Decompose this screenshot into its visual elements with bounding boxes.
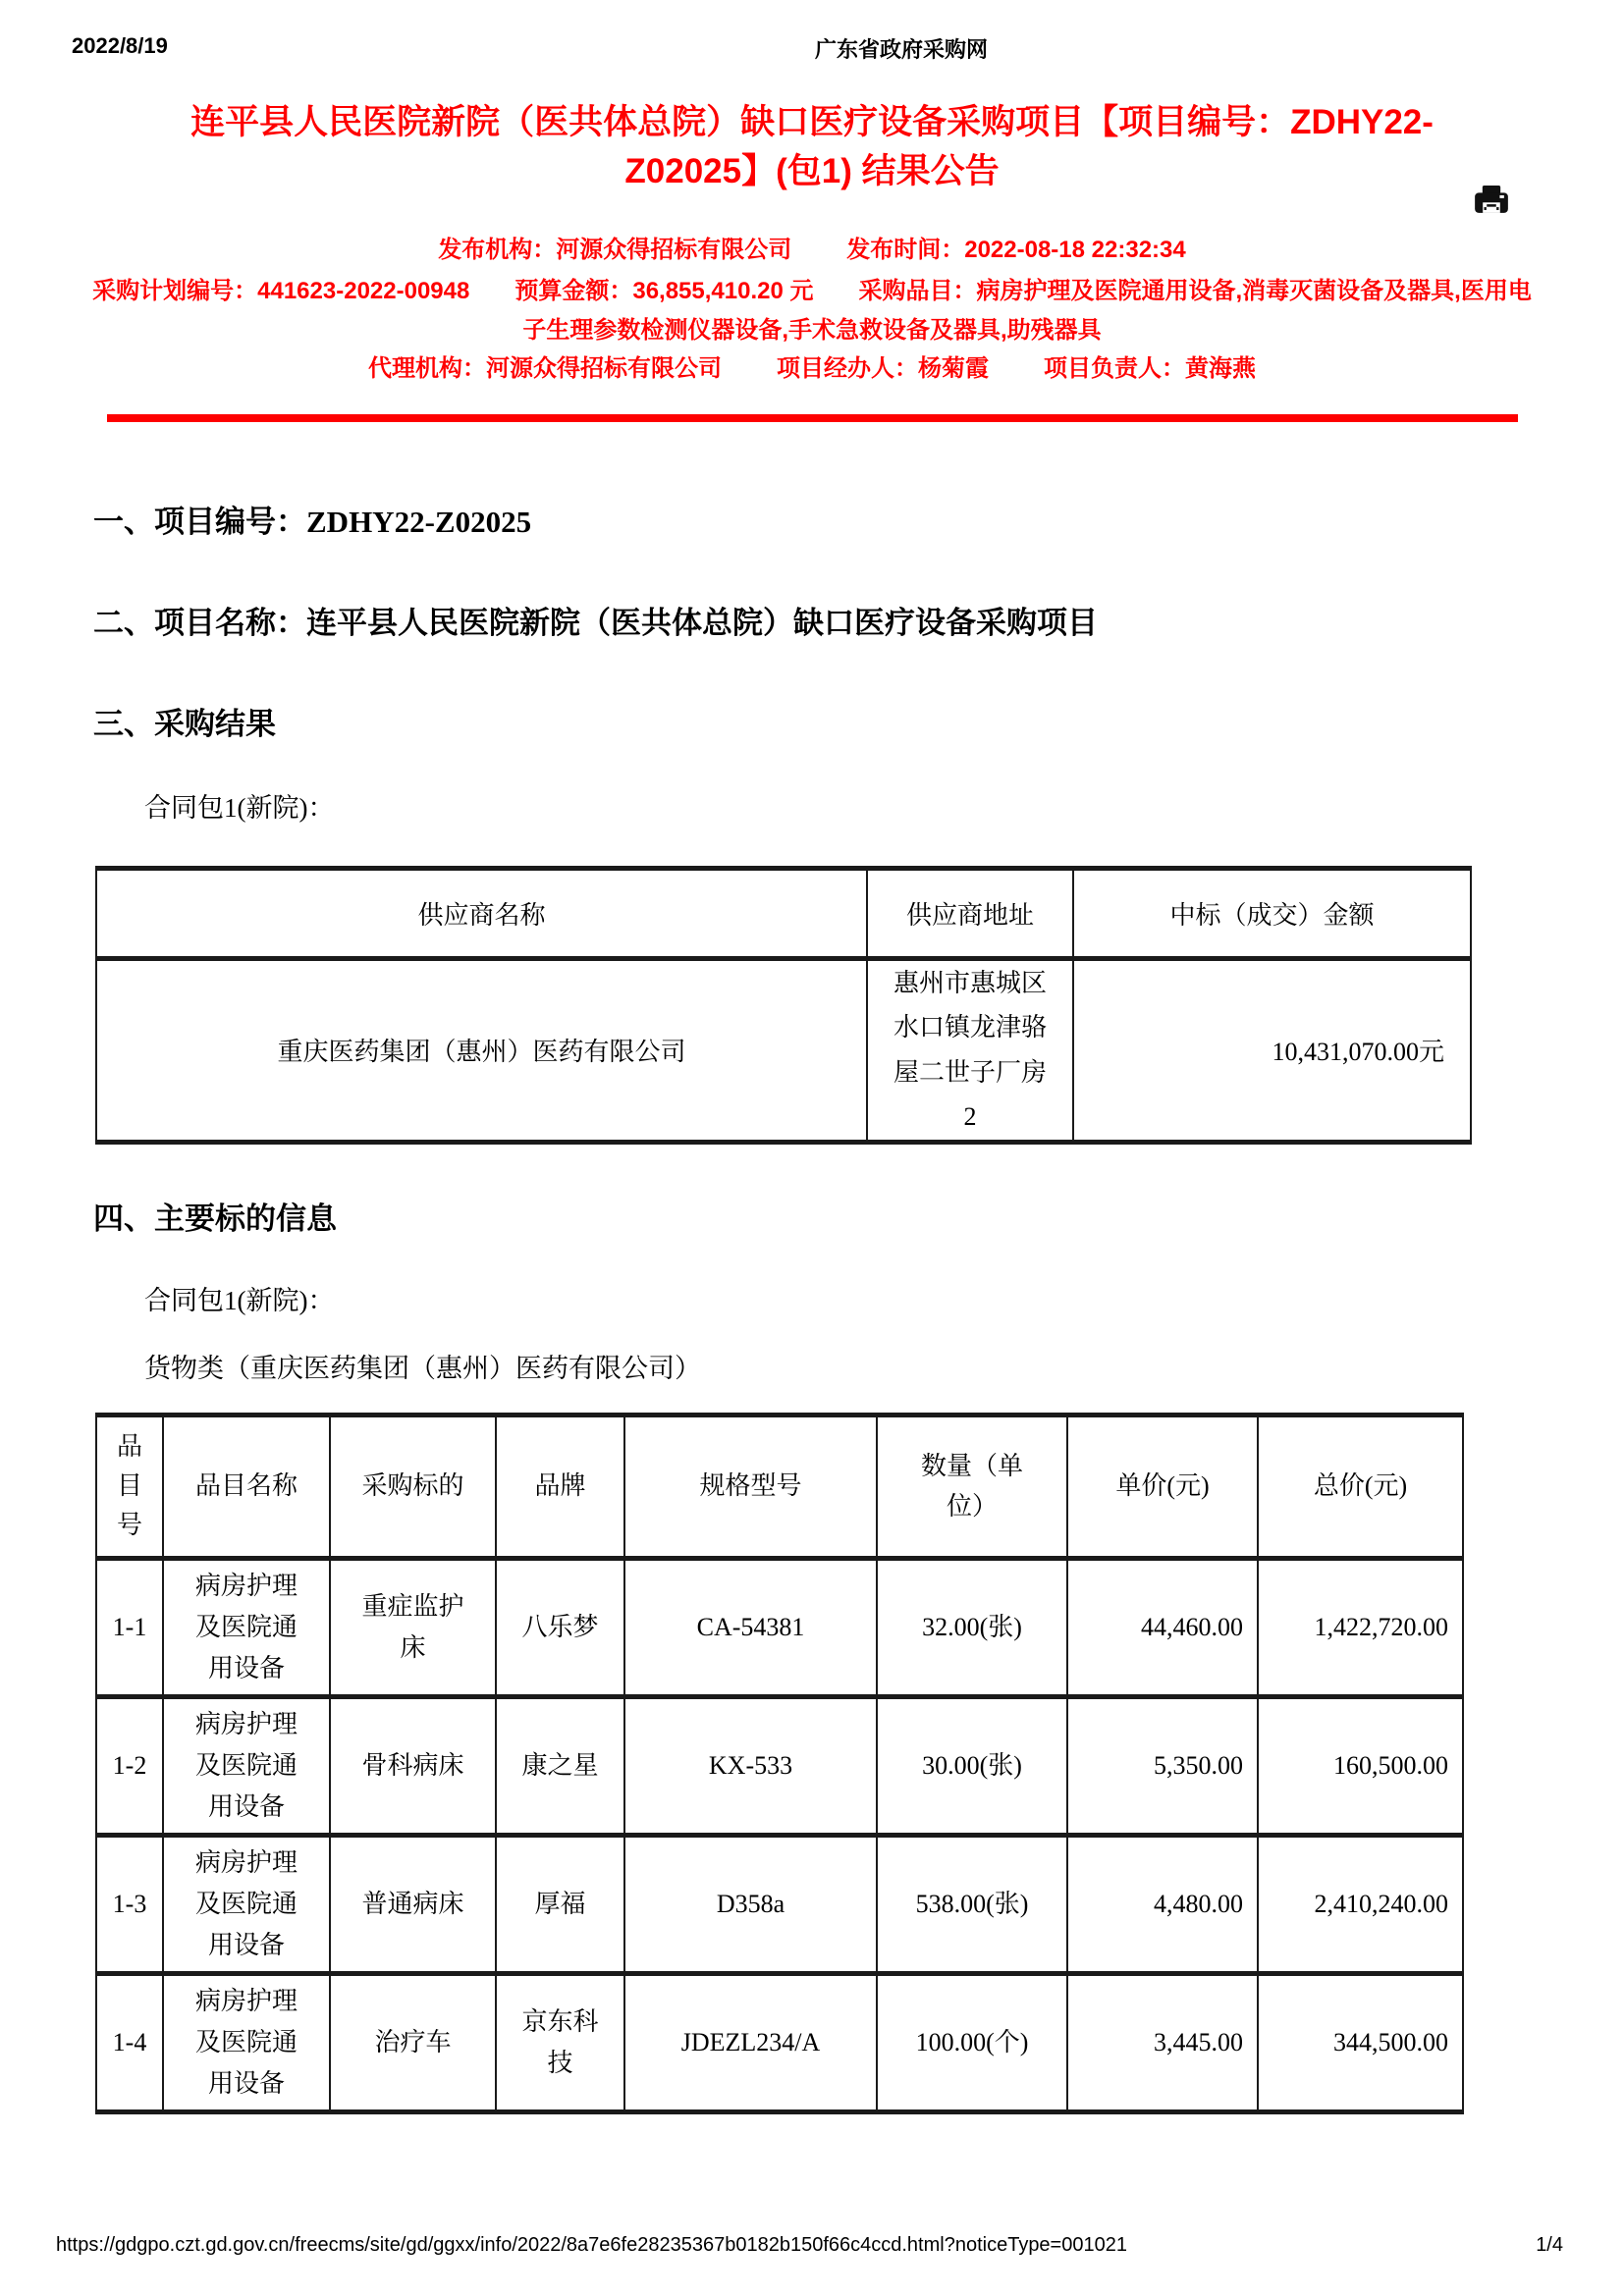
target-cell: 治疗车 (330, 1973, 496, 2111)
target-cell: 普通病床 (330, 1835, 496, 1973)
site-title: 广东省政府采购网 (815, 37, 989, 62)
item-name-cell: 病房护理及医院通用设备 (163, 1973, 330, 2111)
result-header-supplier: 供应商名称 (96, 868, 867, 958)
unit-price-cell: 4,480.00 (1067, 1835, 1258, 1973)
items-row-2 (96, 1696, 1463, 1835)
item-no-cell: 1-4 (96, 1973, 163, 2111)
brand-cell: 八乐梦 (496, 1558, 624, 1696)
meta-publisher: 发布机构：河源众得招标有限公司 (438, 237, 792, 264)
items-row-4 (96, 1973, 1463, 2111)
section-project-name: 二、项目名称：连平县人民医院新院（医共体总院）缺口医疗设备采购项目 (93, 605, 1098, 640)
goods-class-label: 货物类（重庆医药集团（惠州）医药有限公司） (144, 1353, 701, 1383)
result-table-header-row (96, 868, 1471, 958)
announcement-title-line2: Z02025】(包1) 结果公告 (624, 151, 1000, 190)
unit-price-cell: 5,350.00 (1067, 1696, 1258, 1835)
printer-icon (1470, 182, 1513, 225)
section-project-number: 一、项目编号：ZDHY22-Z02025 (93, 504, 532, 539)
award-amount-cell: 10,431,070.00元 (1073, 958, 1471, 1142)
items-header-total-price: 总价(元) (1258, 1415, 1463, 1558)
result-header-amount: 中标（成交）金额 (1073, 868, 1471, 958)
print-date: 2022/8/19 (72, 33, 168, 58)
spec-cell: KX-533 (624, 1696, 877, 1835)
items-header-unit-price: 单价(元) (1067, 1415, 1258, 1558)
total-price-cell: 160,500.00 (1258, 1696, 1463, 1835)
qty-cell: 538.00(张) (877, 1835, 1067, 1973)
item-no-cell: 1-1 (96, 1558, 163, 1696)
meta-block (0, 231, 1624, 388)
item-name-cell: 病房护理及医院通用设备 (163, 1696, 330, 1835)
meta-handler: 项目经办人：杨菊霞 (777, 355, 989, 383)
meta-row-2 (85, 272, 1539, 349)
items-table (95, 1413, 1464, 2114)
meta-plan-no: 采购计划编号：441623-2022-00948 (92, 277, 470, 304)
total-price-cell: 344,500.00 (1258, 1973, 1463, 2111)
spec-cell: D358a (624, 1835, 877, 1973)
items-header-target: 采购标的 (330, 1415, 496, 1558)
target-cell: 重症监护床 (330, 1558, 496, 1696)
unit-price-cell: 44,460.00 (1067, 1558, 1258, 1696)
supplier-address-cell: 惠州市惠城区水口镇龙津骆屋二世子厂房2 (867, 958, 1073, 1142)
red-divider (107, 414, 1518, 422)
total-price-cell: 1,422,720.00 (1258, 1558, 1463, 1696)
items-header-spec: 规格型号 (624, 1415, 877, 1558)
item-name-cell: 病房护理及医院通用设备 (163, 1835, 330, 1973)
announcement-title-line1: 连平县人民医院新院（医共体总院）缺口医疗设备采购项目【项目编号：ZDHY22- (190, 103, 1434, 141)
items-header-item-no: 品目号 (96, 1415, 163, 1558)
section-main-subject-info: 四、主要标的信息 (93, 1201, 337, 1236)
result-table (95, 866, 1472, 1145)
footer-url: https://gdgpo.czt.gd.gov.cn/freecms/site/gd/ggxx/info/2022/8a7e6fe28235367b0182b150f66c4ccd.html?noticeType=001021 (56, 2234, 1127, 2256)
items-row-1 (96, 1558, 1463, 1696)
meta-row-1 (0, 231, 1624, 270)
spec-cell: JDEZL234/A (624, 1973, 877, 2111)
items-header-qty: 数量（单位） (877, 1415, 1067, 1558)
meta-row-3 (0, 349, 1624, 389)
package-label-2: 合同包1(新院)： (144, 1285, 335, 1315)
announcement-title (98, 98, 1526, 195)
brand-cell: 厚福 (496, 1835, 624, 1973)
qty-cell: 100.00(个) (877, 1973, 1067, 2111)
print-button[interactable] (1469, 181, 1514, 226)
items-row-3 (96, 1835, 1463, 1973)
spec-cell: CA-54381 (624, 1558, 877, 1696)
package-label-1: 合同包1(新院)： (144, 792, 335, 823)
meta-categories: 采购品目：病房护理及医院通用设备,消毒灭菌设备及器具,医用电子生理参数检测仪器设备,手术急救设备及器具,助残器具 (522, 277, 1532, 344)
items-header-item-name: 品目名称 (163, 1415, 330, 1558)
brand-cell: 京东科技 (496, 1973, 624, 2111)
meta-leader: 项目负责人：黄海燕 (1044, 355, 1256, 383)
meta-publish-time: 发布时间：2022-08-18 22:32:34 (846, 237, 1186, 264)
meta-agency: 代理机构：河源众得招标有限公司 (368, 355, 722, 383)
item-name-cell: 病房护理及医院通用设备 (163, 1558, 330, 1696)
brand-cell: 康之星 (496, 1696, 624, 1835)
target-cell: 骨科病床 (330, 1696, 496, 1835)
result-header-address: 供应商地址 (867, 868, 1073, 958)
total-price-cell: 2,410,240.00 (1258, 1835, 1463, 1973)
qty-cell: 30.00(张) (877, 1696, 1067, 1835)
section-procurement-result: 三、采购结果 (93, 706, 276, 741)
qty-cell: 32.00(张) (877, 1558, 1067, 1696)
meta-budget: 预算金额：36,855,410.20 元 (514, 277, 814, 304)
item-no-cell: 1-3 (96, 1835, 163, 1973)
supplier-name-cell: 重庆医药集团（惠州）医药有限公司 (96, 958, 867, 1142)
result-table-row (96, 958, 1471, 1142)
footer-page-number: 1/4 (1536, 2234, 1563, 2256)
items-header-brand: 品牌 (496, 1415, 624, 1558)
unit-price-cell: 3,445.00 (1067, 1973, 1258, 2111)
items-table-header-row (96, 1415, 1463, 1558)
item-no-cell: 1-2 (96, 1696, 163, 1835)
